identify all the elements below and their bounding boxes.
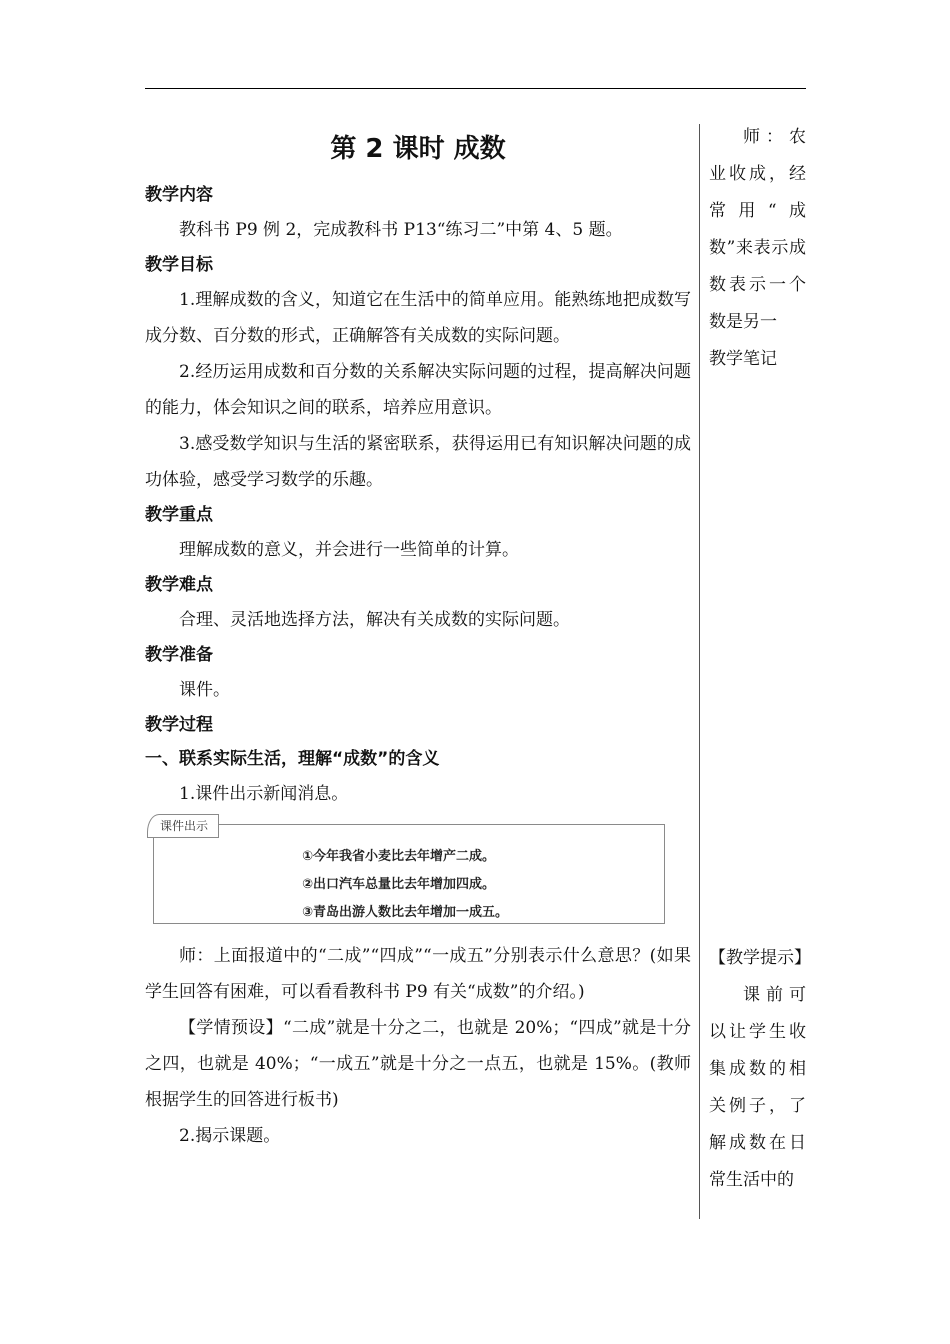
courseware-box [153, 819, 665, 924]
step-1-heading: 一、联系实际生活，理解“成数”的含义 [145, 749, 440, 769]
student-preset: 【学情预设】“二成”就是十分之二，也就是 20%；“四成”就是十分之四，也就是 40%；“一成五”就是十分之一点五，也就是 15%。(教师根据学生的回答进行板书) [145, 1018, 691, 1110]
margin-note-text: 师：农业收成，经常用“成数”来表示成数表示一个数是另一 [709, 127, 806, 332]
goal-2: 2.经历运用成数和百分数的关系解决实际问题的过程，提高解决问题的能力，体会知识之间的联系，培养应用意识。 [145, 362, 691, 418]
courseware-list [302, 843, 508, 927]
margin-divider [699, 124, 700, 1219]
key-points-text: 理解成数的意义，并会进行一些简单的计算。 [179, 540, 519, 560]
margin-note-teacher [709, 119, 806, 378]
margin-note-label: 教学笔记 [709, 349, 777, 369]
step-1-2: 2.揭示课题。 [179, 1126, 281, 1146]
step-1-1: 1.课件出示新闻消息。 [179, 784, 349, 804]
margin-tip-text: 课前可以让学生收集成数的相关例子，了解成数在日常生活中的 [709, 985, 806, 1190]
margin-tip [709, 940, 811, 1199]
margin-tip-label: 【教学提示】 [709, 948, 811, 968]
heading-goals: 教学目标 [145, 255, 213, 275]
heading-difficulties: 教学难点 [145, 575, 213, 595]
content-text: 教科书 P9 例 2，完成教科书 P13“练习二”中第 4、5 题。 [179, 220, 623, 240]
difficulties-text: 合理、灵活地选择方法，解决有关成数的实际问题。 [179, 610, 570, 630]
goal-1: 1.理解成数的含义，知道它在生活中的简单应用。能熟练地把成数写成分数、百分数的形式，正确解答有关成数的实际问题。 [145, 290, 691, 346]
heading-preparation: 教学准备 [145, 645, 213, 665]
lesson-plan-body [145, 124, 691, 1154]
heading-key-points: 教学重点 [145, 505, 213, 525]
courseware-item: ③青岛出游人数比去年增加一成五。 [302, 905, 509, 920]
heading-process: 教学过程 [145, 715, 213, 735]
page-title: 第 2 课时 成数 [330, 134, 506, 164]
header-rule [145, 88, 806, 89]
courseware-tag: 课件出示 [147, 814, 219, 838]
courseware-item: ①今年我省小麦比去年增产二成。 [302, 849, 496, 864]
heading-content: 教学内容 [145, 185, 213, 205]
courseware-item: ②出口汽车总量比去年增加四成。 [302, 877, 496, 892]
goal-3: 3.感受数学知识与生活的紧密联系，获得运用已有知识解决问题的成功体验，感受学习数学的乐趣。 [145, 434, 691, 490]
preparation-text: 课件。 [179, 680, 230, 700]
teacher-question: 师：上面报道中的“二成”“四成”“一成五”分别表示什么意思？(如果学生回答有困难，可以看看教科书 P9 有关“成数”的介绍。) [145, 946, 691, 1002]
